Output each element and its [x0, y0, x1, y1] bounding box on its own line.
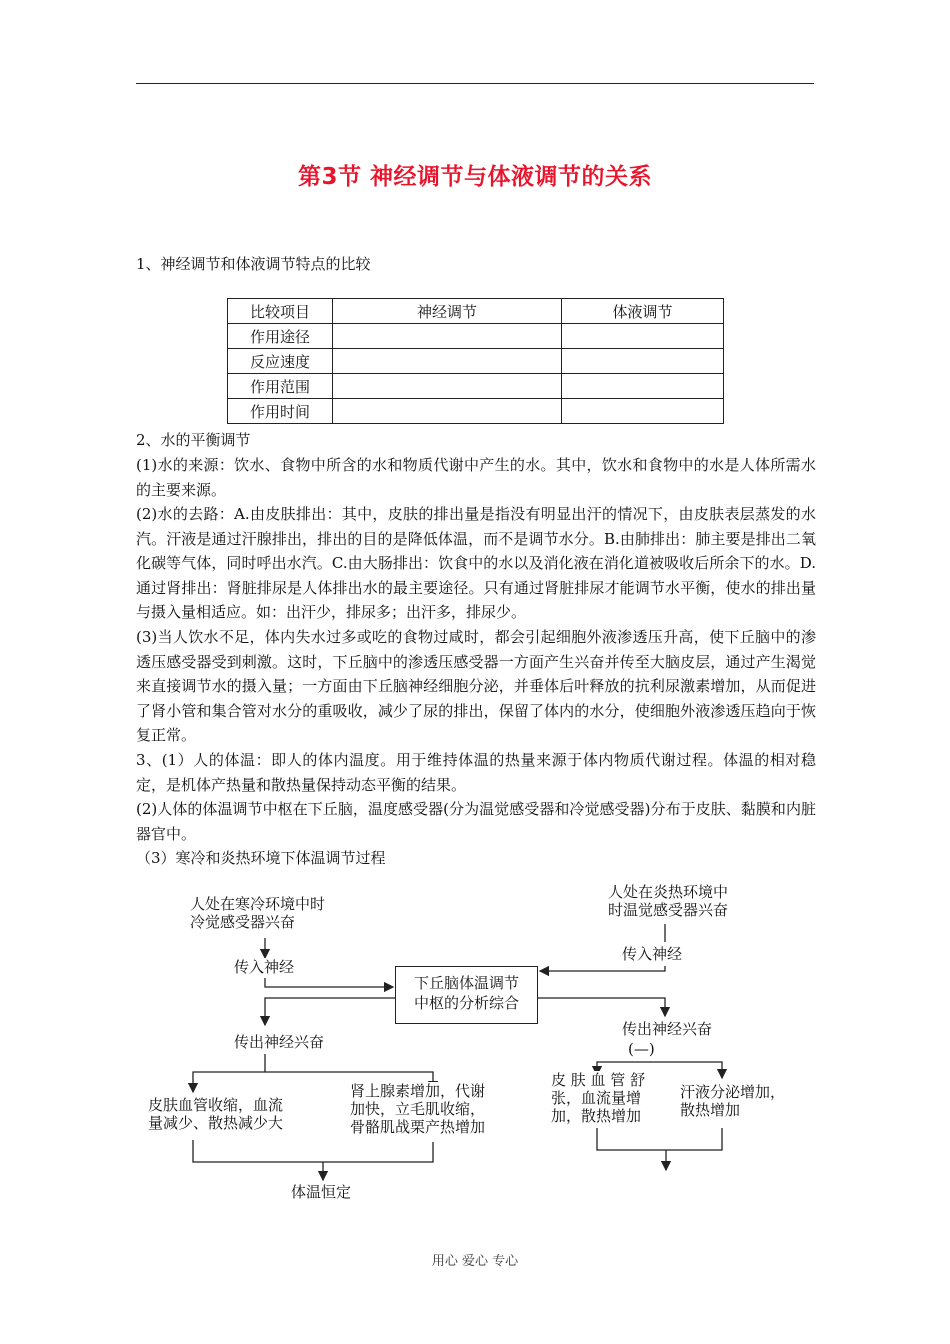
cold-afferent-label: 传入神经 [234, 958, 295, 976]
section1-heading: 1、神经调节和体液调节特点的比较 [136, 255, 371, 273]
hot-right-line: 汗液分泌增加， [680, 1083, 786, 1101]
center-line: 下丘脑体温调节 [413, 974, 519, 992]
table-header-cell: 体液调节 [562, 299, 724, 324]
page-footer: 用心 爱心 专心 [431, 1254, 519, 1269]
cold-left-line: 皮肤血管收缩，血流 [148, 1096, 284, 1114]
hot-start-line: 人处在炎热环境中 [608, 883, 729, 901]
hot-efferent-sub: (—) [628, 1040, 655, 1058]
cold-start-node [190, 895, 325, 931]
page-title: 第3节 神经调节与体液调节的关系 [297, 164, 652, 190]
cold-efferent-label: 传出神经兴奋 [234, 1033, 325, 1051]
row-label: 作用范围 [228, 374, 333, 399]
hot-left-line: 张，血流量增 [551, 1089, 642, 1107]
hot-left-effect [551, 1071, 645, 1125]
hot-right-effect [680, 1083, 785, 1119]
hot-left-line: 加，散热增加 [551, 1107, 642, 1125]
section2-paragraph-3: (3)当人饮水不足，体内失水过多或吃的食物过咸时，都会引起细胞外液渗透压升高，使下丘脑中的渗透压感受器受到刺激。这时，下丘脑中的渗透压感受器一方面产生兴奋并传至大脑皮层，通过产生渴觉来直接调节水的摄入量；一方面由下丘脑神经细胞分泌，并垂体后叶释放的抗利尿激素增加，从而促进了肾小管和集合管对水分的重吸收，减少了尿的排出，保留了体内的水分，使细胞外液渗透压趋向于恢复正常。 [136, 628, 816, 745]
cold-right-line: 骨骼肌战栗产热增加 [350, 1118, 486, 1136]
section2-paragraph-1: (1)水的来源：饮水、食物中所含的水和物质代谢中产生的水。其中，饮水和食物中的水是人体所需水的主要来源。 [136, 456, 816, 499]
hot-afferent-label: 传入神经 [622, 945, 683, 963]
section3-paragraph-3: （3）寒冷和炎热环境下体温调节过程 [136, 849, 386, 867]
result-label: 体温恒定 [291, 1183, 352, 1201]
cold-start-line: 人处在寒冷环境中时 [190, 895, 326, 913]
section2-paragraph-2: (2)水的去路：A.由皮肤排出：其中，皮肤的排出量是指没有明显出汗的情况下，由皮肤表层蒸发的水汽。汗液是通过汗腺排出，排出的目的是降低体温，而不是调节水分。B.由肺排出：肺主要是排出二氧化碳等气体，同时呼出水汽。C.由大肠排出：饮食中的水以及消化液在消化道被吸收后所余下的水。D.通过肾排出：肾脏排尿是人体排出水的最主要途径。只有通过肾脏排尿才能调节水平衡，使水的排出量与摄入量相适应。如：出汗少，排尿多；出汗多，排尿少。 [136, 505, 816, 622]
hot-left-line: 皮 肤 血 管 舒 [551, 1071, 646, 1089]
cold-right-line: 加快，立毛肌收缩， [350, 1100, 486, 1118]
cold-right-line: 肾上腺素增加，代谢 [350, 1082, 486, 1100]
row-label: 反应速度 [228, 349, 333, 374]
section2-heading: 2、水的平衡调节 [136, 431, 251, 449]
cold-left-line: 量减少、散热减少大 [148, 1114, 284, 1132]
hot-efferent-label: 传出神经兴奋 [622, 1020, 713, 1038]
center-line: 中枢的分析综合 [413, 994, 519, 1012]
table-header-cell: 神经调节 [333, 299, 562, 324]
section3-paragraph-2: (2)人体的体温调节中枢在下丘脑，温度感受器(分为温觉感受器和冷觉感受器)分布于皮肤、黏膜和内脏器官中。 [136, 800, 816, 843]
hot-start-node [608, 883, 728, 919]
row-label: 作用时间 [228, 399, 333, 424]
cold-left-effect [148, 1096, 283, 1132]
cold-right-effect [350, 1082, 485, 1136]
cold-start-line: 冷觉感受器兴奋 [190, 913, 296, 931]
table-header-cell: 比较项目 [228, 299, 333, 324]
section3-paragraph-1: 3、(1）人的体温：即人的体内温度。用于维持体温的热量来源于体内物质代谢过程。体温的相对稳定，是机体产热量和散热量保持动态平衡的结果。 [136, 751, 816, 794]
hypothalamus-center-box [395, 966, 538, 1024]
row-label: 作用途径 [228, 324, 333, 349]
hot-right-line: 散热增加 [680, 1101, 741, 1119]
hot-start-line: 时温觉感受器兴奋 [608, 901, 729, 919]
